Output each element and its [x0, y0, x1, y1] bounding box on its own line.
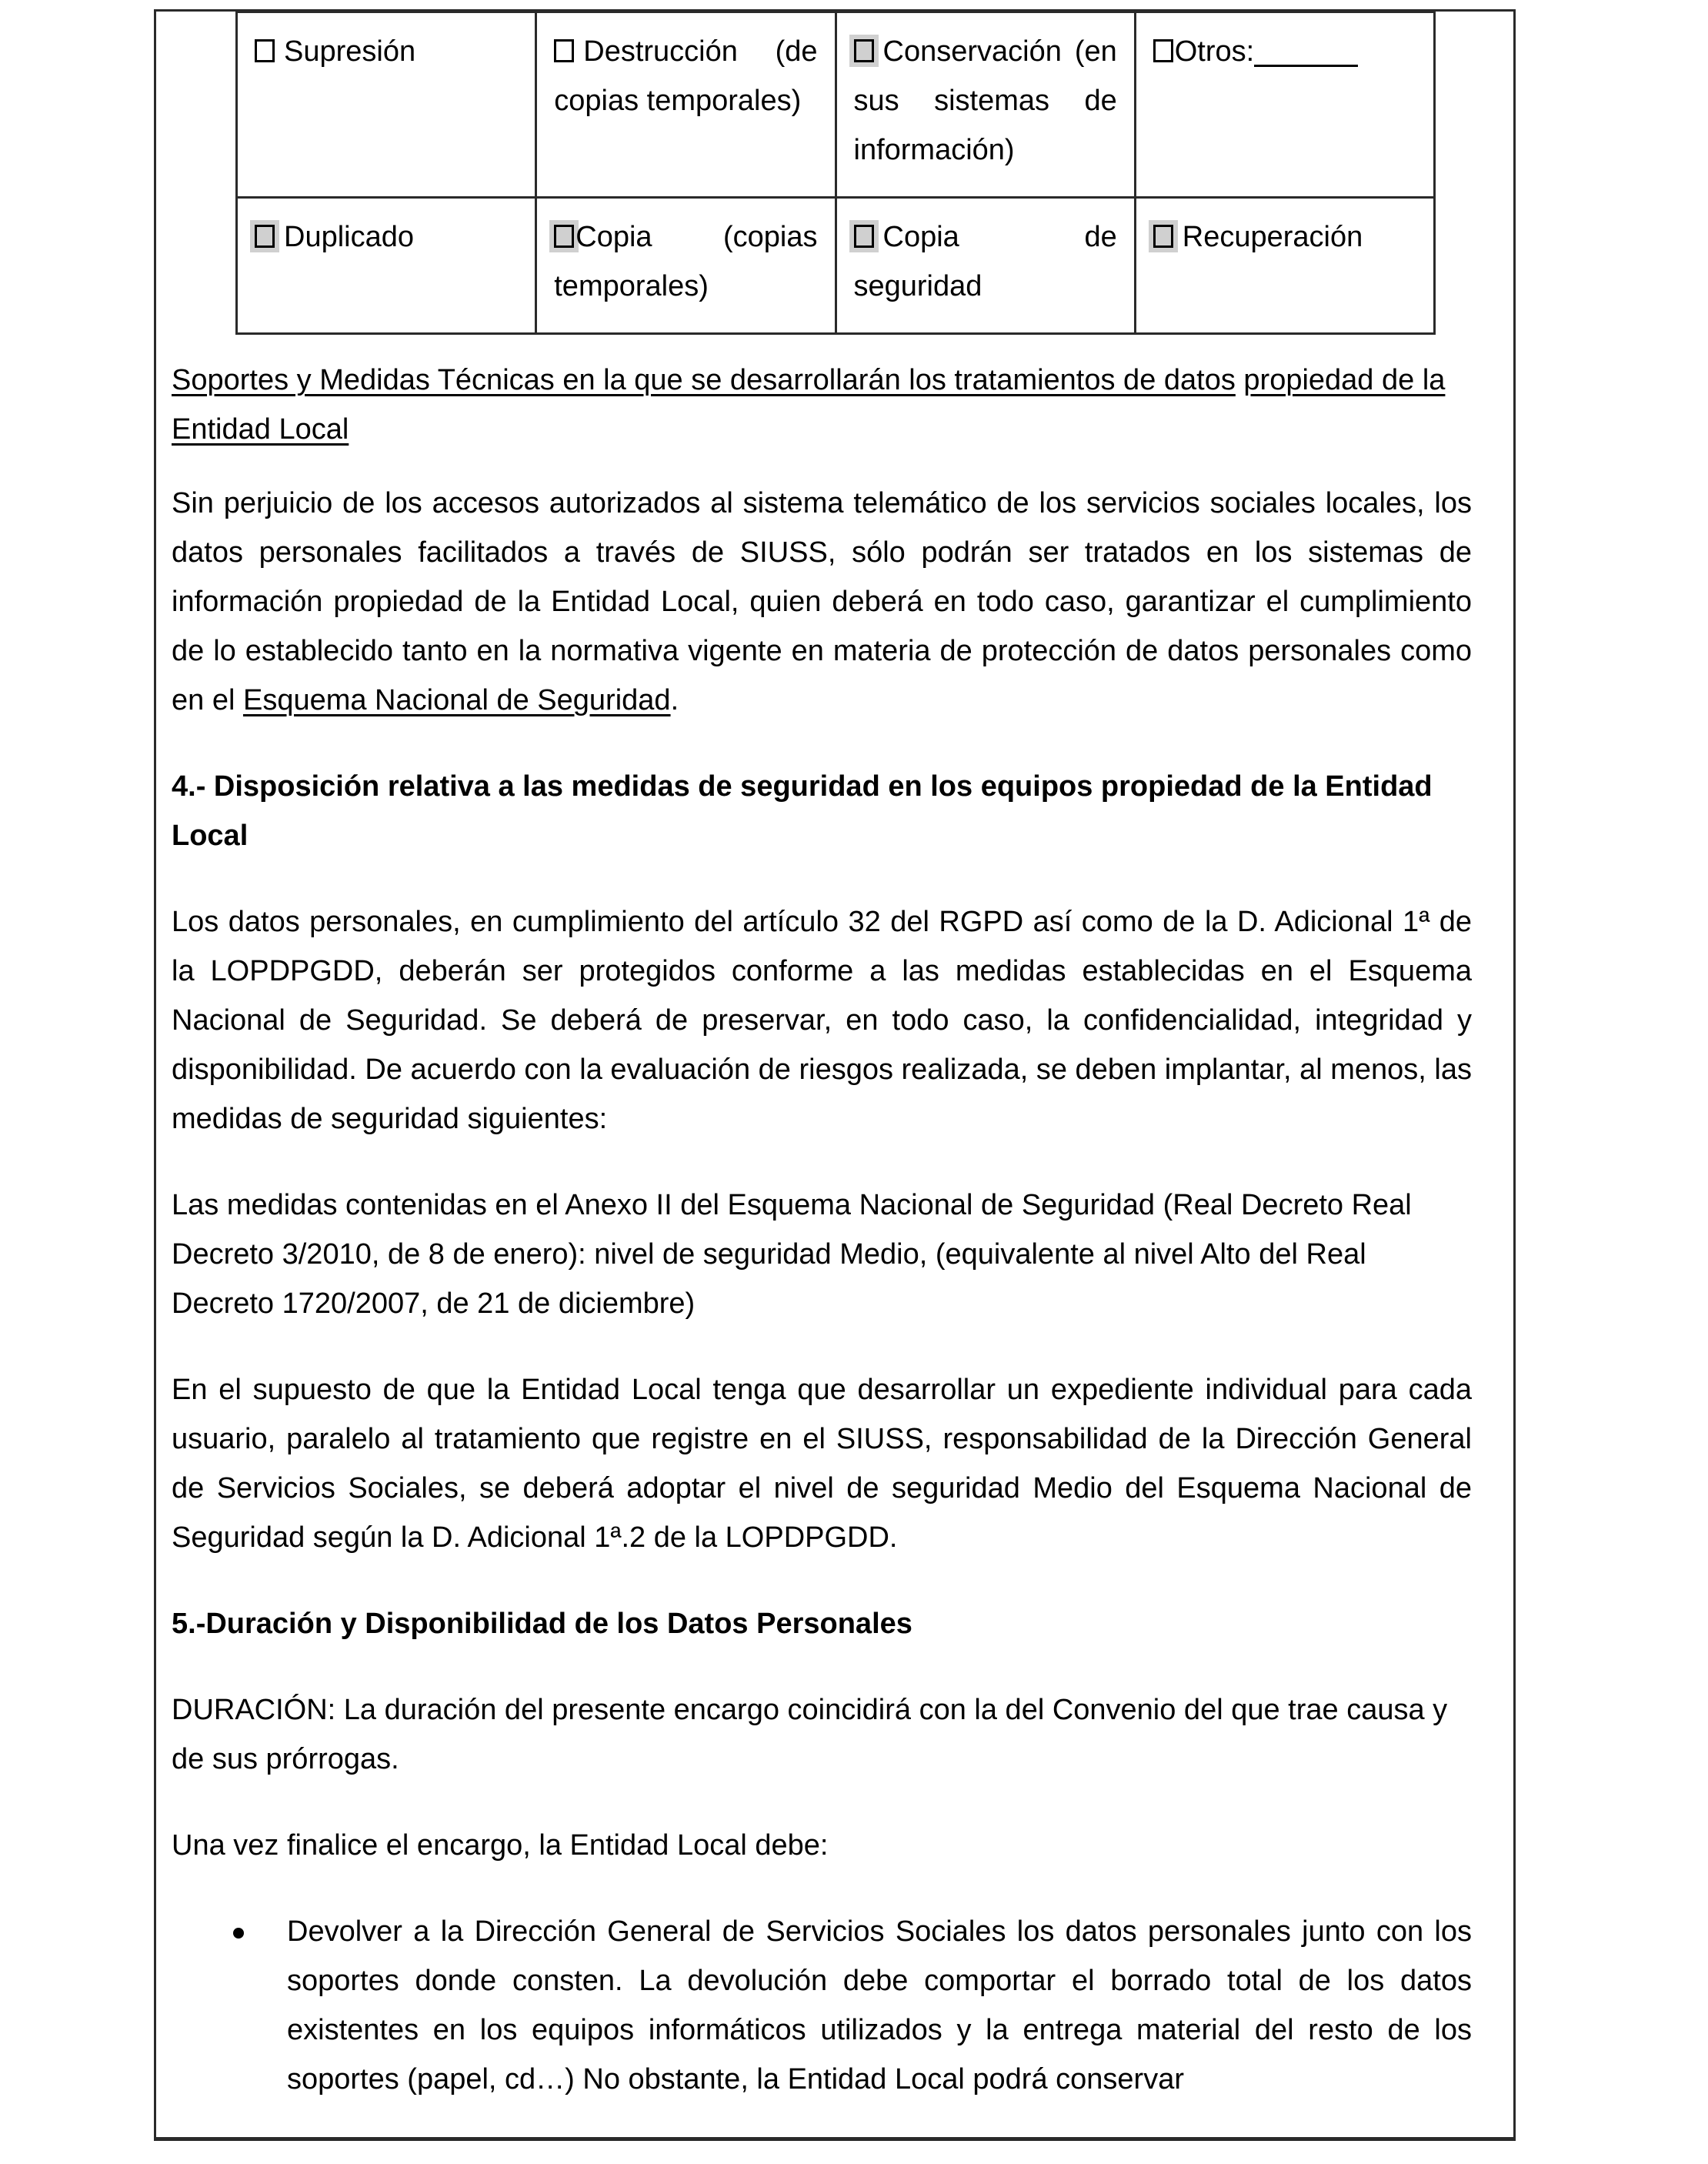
ens-link[interactable]: Esquema Nacional de Seguridad	[242, 684, 671, 716]
section-5-paragraph-2: Una vez finalice el encargo, la Entidad Local debe:	[172, 1829, 829, 1862]
paragraph-text: .	[670, 684, 679, 716]
section-4-paragraph-1: Los datos personales, en cumplimiento del artículo 32 del RGPD así como de la D. Adicional 1ª de la LOPDPGDD, deberán ser protegidos conforme a las medidas establecidas en el Esquema Nacional de Seguridad. Se deberá de preservar, en todo caso, la confidencialidad, integridad y disponibilidad. De acuerdo con la evaluación de riesgos realizada, se deben implantar, al menos, las medidas de seguridad siguientes:	[172, 906, 1472, 1135]
option-supresion	[237, 12, 536, 198]
list-item-text: Devolver a la Dirección General de Servicios Sociales los datos personales junto con los soportes donde consten. La devolución debe comportar el borrado total de los datos existentes en los equipos informáticos utilizados y la entrega material del resto de los soportes (papel, cd…) No obstante, la Entidad Local podrá conservar	[287, 1915, 1472, 2096]
option-copia-temporales	[536, 198, 836, 334]
section-5-heading: 5.-Duración y Disponibilidad de los Datos Personales	[172, 1608, 912, 1640]
paragraph-text: Sin perjuicio de los accesos autorizados al sistema telemático de los servicios sociales locales, los datos personales facilitados a través de SIUSS, sólo podrán ser tratados en los sistemas de información propiedad de la Entidad Local, quien deberá en todo caso, garantizar el cumplimiento de lo establecido tanto en la normativa vigente en materia de protección de datos personales como en el	[172, 487, 1472, 716]
table-row	[237, 12, 1435, 198]
option-label: Destrucción (de copias temporales)	[554, 35, 818, 117]
checkbox-icon[interactable]	[255, 39, 275, 62]
document-body	[172, 356, 1472, 2104]
section-4-paragraph-3: En el supuesto de que la Entidad Local tenga que desarrollar un expediente individual para cada usuario, paralelo al tratamiento que registre en el SIUSS, responsabilidad de la Dirección General de Servicios Sociales, se deberá adoptar el nivel de seguridad Medio del Esquema Nacional de Seguridad según la D. Adicional 1ª.2 de la LOPDPGDD.	[172, 1374, 1472, 1554]
otros-blank-field[interactable]	[1254, 34, 1358, 67]
checkbox-icon[interactable]	[1153, 39, 1173, 62]
soportes-title-text-2: propiedad de la Entidad Local	[172, 364, 1446, 446]
option-label: Conservación (en sus sistemas de información)	[853, 35, 1117, 166]
option-label: Copia (copias temporales)	[554, 221, 818, 302]
list-item	[172, 1907, 1472, 2104]
section-4-heading: 4.- Disposición relativa a las medidas de seguridad en los equipos propiedad de la Entidad Local	[172, 770, 1433, 852]
option-label: Duplicado	[284, 221, 414, 253]
option-recuperacion	[1135, 198, 1434, 334]
checkbox-icon[interactable]	[554, 225, 574, 248]
checkbox-icon[interactable]	[854, 225, 874, 248]
option-duplicado	[237, 198, 536, 334]
treatment-options-table	[235, 11, 1436, 335]
checkbox-icon[interactable]	[255, 225, 275, 248]
soportes-title	[172, 356, 1472, 454]
section-5-paragraph-1: DURACIÓN: La duración del presente encargo coincidirá con la del Convenio del que trae causa y de sus prórrogas.	[172, 1694, 1448, 1775]
option-otros	[1135, 12, 1434, 198]
option-destruccion	[536, 12, 836, 198]
soportes-title-text: Soportes y Medidas Técnicas en la que se desarrollarán los tratamientos de datos	[172, 364, 1236, 396]
table-row	[237, 198, 1435, 334]
option-copia-seguridad	[836, 198, 1135, 334]
checkbox-icon[interactable]	[854, 39, 874, 62]
section-4-paragraph-2: Las medidas contenidas en el Anexo II del Esquema Nacional de Seguridad (Real Decreto Real Decreto 3/2010, de 8 de enero): nivel de seguridad Medio, (equivalente al nivel Alto del Real Decreto 1720/2007, de 21 de diciembre)	[172, 1189, 1412, 1320]
checkbox-icon[interactable]	[554, 39, 574, 62]
option-label: Copia de seguridad	[853, 221, 1117, 302]
option-conservacion	[836, 12, 1135, 198]
option-label: Otros:	[1174, 35, 1255, 68]
option-label: Recuperación	[1182, 221, 1363, 253]
checkbox-icon[interactable]	[1153, 225, 1173, 248]
soportes-paragraph	[172, 479, 1472, 725]
bullet-icon	[233, 1928, 244, 1939]
section-5-bullets	[172, 1907, 1472, 2104]
option-label: Supresión	[284, 35, 416, 68]
